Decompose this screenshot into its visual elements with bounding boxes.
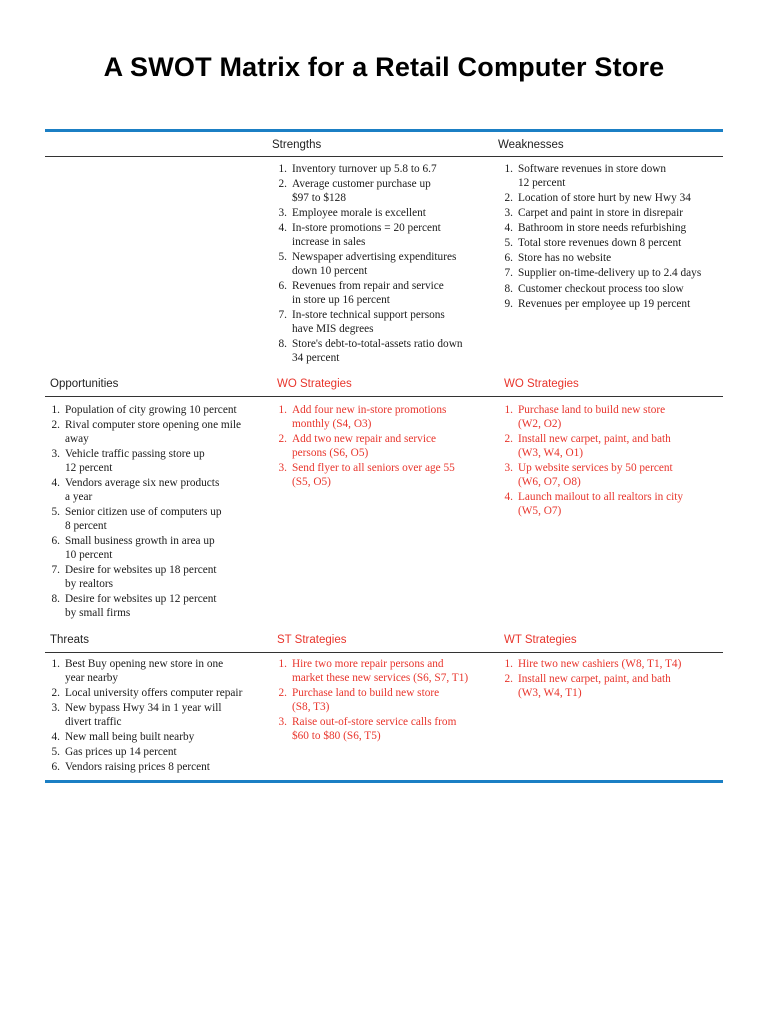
item-text: Raise out-of-store service calls from bbox=[292, 716, 457, 728]
page-title: A SWOT Matrix for a Retail Computer Store bbox=[103, 52, 665, 82]
item-text-continued: (W2, O2) bbox=[518, 417, 562, 430]
item-number: 2. bbox=[278, 687, 287, 699]
so-strategies-item bbox=[272, 404, 494, 432]
item-text-continued: (W3, W4, T1) bbox=[518, 687, 582, 699]
item-number: 1. bbox=[504, 658, 513, 670]
item-text: Total store revenues down 8 percent bbox=[518, 237, 682, 250]
strengths-item bbox=[272, 163, 487, 177]
so-strategies-item bbox=[272, 462, 494, 490]
item-text: Store has no website bbox=[518, 252, 612, 265]
item-text-continued: a year bbox=[65, 491, 93, 503]
weaknesses-item bbox=[498, 298, 723, 312]
item-text-continued: 10 percent bbox=[65, 549, 113, 561]
item-text-continued: $97 to $128 bbox=[292, 192, 346, 204]
item-text: Revenues from repair and service bbox=[292, 280, 444, 293]
item-number: 3. bbox=[504, 207, 513, 220]
weaknesses-item bbox=[498, 237, 723, 251]
strengths-list bbox=[272, 163, 487, 367]
item-text-continued: monthly (S4, O3) bbox=[292, 417, 372, 430]
item-text-continued: divert traffic bbox=[65, 716, 122, 728]
item-text-continued: $60 to $80 (S6, T5) bbox=[292, 729, 381, 742]
item-number: 6. bbox=[278, 280, 287, 293]
weaknesses-item bbox=[498, 192, 723, 206]
item-text-continued: (W5, O7) bbox=[518, 504, 562, 517]
item-number: 3. bbox=[278, 716, 287, 728]
item-text: Vendors average six new products bbox=[65, 477, 220, 490]
item-text: Store's debt-to-total-assets ratio down bbox=[292, 338, 463, 351]
item-text-continued: have MIS degrees bbox=[292, 323, 374, 336]
item-text: In-store technical support persons bbox=[292, 309, 445, 322]
header-st-strategies: ST Strategies bbox=[277, 634, 347, 646]
item-number: 1. bbox=[278, 404, 287, 416]
item-number: 1. bbox=[278, 163, 287, 175]
item-text: Employee morale is excellent bbox=[292, 207, 426, 220]
item-text: Purchase land to build new store bbox=[292, 687, 440, 699]
weaknesses-item bbox=[498, 222, 723, 236]
wt-strategies-list bbox=[498, 658, 723, 702]
header-weaknesses: Weaknesses bbox=[498, 139, 564, 151]
item-text-continued: persons (S6, O5) bbox=[292, 446, 369, 459]
item-text-continued: 8 percent bbox=[65, 520, 107, 532]
item-text: Up website services by 50 percent bbox=[518, 462, 673, 474]
item-number: 4. bbox=[278, 222, 287, 235]
header-so-strategies: WO Strategies bbox=[277, 378, 352, 390]
item-text: Desire for websites up 18 percent bbox=[65, 564, 217, 577]
item-number: 8. bbox=[51, 593, 60, 606]
weaknesses-item bbox=[498, 163, 723, 191]
item-text-continued: (S8, T3) bbox=[292, 700, 330, 713]
item-text: Carpet and paint in store in disrepair bbox=[518, 207, 684, 220]
header-wt-strategies: WT Strategies bbox=[504, 634, 577, 646]
item-text: In-store promotions = 20 percent bbox=[292, 222, 441, 235]
item-number: 1. bbox=[278, 658, 287, 670]
item-number: 5. bbox=[51, 506, 60, 519]
item-text-continued: year nearby bbox=[65, 671, 118, 684]
item-number: 1. bbox=[51, 658, 60, 670]
item-text: Vehicle traffic passing store up bbox=[65, 448, 205, 461]
opportunities-list bbox=[45, 404, 267, 622]
item-text: Location of store hurt by new Hwy 34 bbox=[518, 192, 691, 204]
item-text: Local university offers computer repair bbox=[65, 687, 243, 699]
item-text-continued: 12 percent bbox=[65, 462, 113, 474]
item-text: Send flyer to all seniors over age 55 bbox=[292, 462, 455, 474]
item-text: Hire two more repair persons and bbox=[292, 658, 444, 670]
item-text: Add two new repair and service bbox=[292, 433, 436, 445]
item-number: 4. bbox=[51, 477, 60, 490]
item-text: Inventory turnover up 5.8 to 6.7 bbox=[292, 163, 437, 175]
item-number: 2. bbox=[504, 192, 513, 204]
opportunities-item bbox=[45, 448, 267, 476]
item-text: Newspaper advertising expenditures bbox=[292, 251, 457, 264]
item-text: New bypass Hwy 34 in 1 year will bbox=[65, 702, 222, 715]
so-strategies-list bbox=[272, 404, 494, 491]
st-strategies-list bbox=[272, 658, 494, 745]
header-rule bbox=[45, 156, 723, 157]
top-rule bbox=[45, 129, 723, 132]
bottom-rule bbox=[45, 780, 723, 783]
item-text: Supplier on-time-delivery up to 2.4 days bbox=[518, 267, 702, 280]
weaknesses-item bbox=[498, 207, 723, 221]
threats-item bbox=[45, 731, 267, 745]
item-text-continued: by realtors bbox=[65, 578, 113, 590]
item-text-continued: in store up 16 percent bbox=[292, 294, 390, 307]
item-text-continued: (W6, O7, O8) bbox=[518, 475, 581, 488]
item-number: 4. bbox=[51, 731, 60, 744]
item-number: 2. bbox=[51, 419, 60, 432]
item-text: Customer checkout process too slow bbox=[518, 282, 684, 295]
item-text-continued: away bbox=[65, 433, 89, 445]
item-text: Desire for websites up 12 percent bbox=[65, 593, 217, 606]
item-text: Install new carpet, paint, and bath bbox=[518, 673, 671, 686]
item-text: Add four new in-store promotions bbox=[292, 404, 447, 416]
header-opportunities: Opportunities bbox=[50, 378, 119, 390]
threats-item bbox=[45, 702, 267, 730]
header-wo-strategies: WO Strategies bbox=[504, 378, 579, 390]
item-text: Bathroom in store needs refurbishing bbox=[518, 222, 687, 235]
header-strengths: Strengths bbox=[272, 139, 322, 151]
opportunities-item bbox=[45, 419, 267, 447]
so-strategies-item bbox=[272, 433, 494, 461]
item-text: Small business growth in area up bbox=[65, 535, 215, 548]
item-text: Launch mailout to all realtors in city bbox=[518, 491, 684, 503]
item-number: 2. bbox=[504, 433, 513, 445]
item-number: 2. bbox=[278, 433, 287, 445]
item-number: 8. bbox=[278, 338, 287, 351]
item-number: 5. bbox=[278, 251, 287, 264]
item-number: 4. bbox=[504, 491, 513, 503]
st-strategies-item bbox=[272, 658, 494, 686]
wt-strategies-item bbox=[498, 673, 723, 701]
item-number: 3. bbox=[51, 448, 60, 461]
item-text: Software revenues in store down bbox=[518, 163, 667, 175]
strengths-item bbox=[272, 178, 487, 206]
item-text-continued: (W3, W4, O1) bbox=[518, 446, 584, 459]
item-number: 2. bbox=[278, 178, 287, 191]
threats-item bbox=[45, 746, 267, 760]
item-text: Purchase land to build new store bbox=[518, 404, 666, 416]
item-text-continued: 34 percent bbox=[292, 352, 340, 365]
weaknesses-item bbox=[498, 283, 723, 297]
wt-strategies-item bbox=[498, 658, 723, 672]
threats-item bbox=[45, 687, 267, 701]
item-text-continued: by small firms bbox=[65, 607, 131, 619]
threats-list bbox=[45, 658, 267, 776]
item-text: New mall being built nearby bbox=[65, 731, 195, 744]
item-number: 6. bbox=[51, 535, 60, 548]
wo-strategies-list bbox=[498, 404, 723, 520]
item-text: Average customer purchase up bbox=[292, 178, 431, 191]
item-text: Senior citizen use of computers up bbox=[65, 506, 222, 519]
item-text-continued: (S5, O5) bbox=[292, 475, 331, 488]
wo-strategies-item bbox=[498, 491, 723, 519]
item-text: Hire two new cashiers (W8, T1, T4) bbox=[518, 658, 682, 670]
item-text: Population of city growing 10 percent bbox=[65, 404, 237, 416]
opportunities-rule bbox=[45, 396, 723, 397]
opportunities-item bbox=[45, 593, 267, 621]
threats-item bbox=[45, 761, 267, 775]
strengths-item bbox=[272, 251, 487, 279]
strengths-item bbox=[272, 338, 487, 366]
item-number: 3. bbox=[278, 207, 287, 220]
wo-strategies-item bbox=[498, 404, 723, 432]
item-text-continued: increase in sales bbox=[292, 236, 366, 249]
weaknesses-item bbox=[498, 252, 723, 266]
strengths-item bbox=[272, 280, 487, 308]
item-text-continued: down 10 percent bbox=[292, 265, 368, 278]
weaknesses-list bbox=[498, 163, 723, 313]
item-number: 2. bbox=[51, 687, 60, 699]
threats-rule bbox=[45, 652, 723, 653]
header-threats: Threats bbox=[50, 634, 89, 646]
weaknesses-item bbox=[498, 267, 723, 281]
item-text-continued: market these new services (S6, S7, T1) bbox=[292, 671, 469, 684]
item-number: 5. bbox=[504, 237, 513, 250]
strengths-item bbox=[272, 309, 487, 337]
wo-strategies-item bbox=[498, 462, 723, 490]
opportunities-item bbox=[45, 564, 267, 592]
item-number: 4. bbox=[504, 222, 513, 235]
item-text-continued: 12 percent bbox=[518, 176, 566, 189]
item-text: Gas prices up 14 percent bbox=[65, 746, 177, 759]
item-number: 3. bbox=[278, 462, 287, 474]
item-number: 9. bbox=[504, 297, 513, 310]
item-number: 2. bbox=[504, 673, 513, 686]
item-number: 7. bbox=[504, 267, 513, 280]
st-strategies-item bbox=[272, 687, 494, 715]
item-number: 5. bbox=[51, 746, 60, 759]
opportunities-item bbox=[45, 404, 267, 418]
opportunities-item bbox=[45, 506, 267, 534]
item-text: Install new carpet, paint, and bath bbox=[518, 433, 671, 445]
item-text: Best Buy opening new store in one bbox=[65, 658, 224, 670]
strengths-item bbox=[272, 207, 487, 221]
opportunities-item bbox=[45, 477, 267, 505]
st-strategies-item bbox=[272, 716, 494, 744]
item-text: Rival computer store opening one mile bbox=[65, 419, 242, 432]
opportunities-item bbox=[45, 535, 267, 563]
item-number: 7. bbox=[51, 564, 60, 577]
item-number: 6. bbox=[51, 761, 60, 774]
item-number: 1. bbox=[504, 404, 513, 416]
item-text: Revenues per employee up 19 percent bbox=[518, 297, 691, 310]
threats-item bbox=[45, 658, 267, 686]
strengths-item bbox=[272, 222, 487, 250]
item-number: 7. bbox=[278, 309, 287, 322]
item-number: 8. bbox=[504, 282, 513, 295]
wo-strategies-item bbox=[498, 433, 723, 461]
item-number: 3. bbox=[51, 702, 60, 715]
item-number: 3. bbox=[504, 462, 513, 474]
item-text: Vendors raising prices 8 percent bbox=[65, 761, 210, 774]
item-number: 1. bbox=[51, 404, 60, 416]
item-number: 6. bbox=[504, 252, 513, 265]
item-number: 1. bbox=[504, 163, 513, 175]
